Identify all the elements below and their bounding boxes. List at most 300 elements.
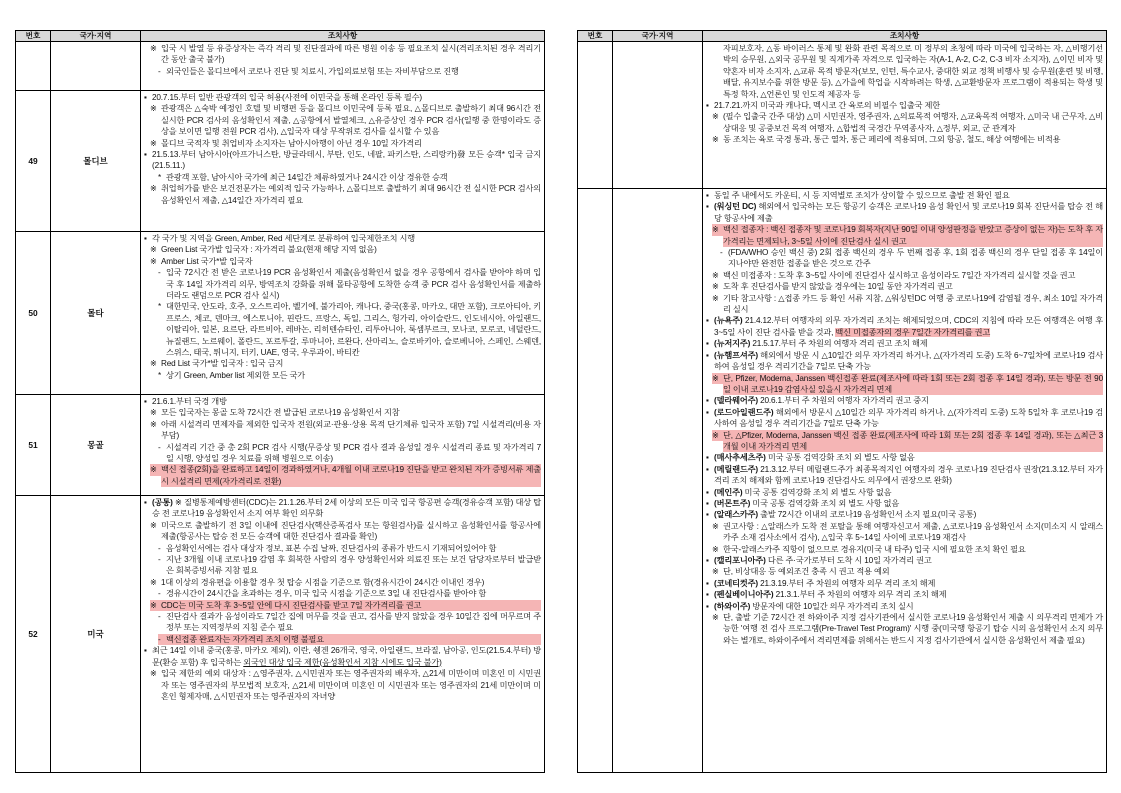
measure-text-segment: (뉴욕주) [714,316,743,326]
measure-text-segment: 경유시간이 24시간을 초과하는 경우, 미국 입국 시점을 기준으로 3일 내 진단검사를 받아야 함 [166,589,487,599]
measure-item [144,92,541,103]
measure-item [144,358,541,369]
measure-text [161,358,541,369]
right-measures-table [577,30,1107,773]
measure-text-segment: 미국 공통 검역강화 조치 외 별도 사항 없음 [750,498,900,508]
table-header [16,31,544,42]
measure-text [161,419,541,442]
measure-item [706,315,1103,338]
bullet-mark: * [158,302,162,312]
country-region-name: 미국 [87,629,104,639]
header-region: 국가·지역 [613,31,703,41]
bullet-mark: ※ [712,430,723,441]
table-header [578,31,1106,42]
bullet-mark: ※ [712,567,719,577]
header-measures: 조치사항 [327,31,358,40]
measure-text [161,183,541,206]
measure-text-segment: (펜실베이니아주) [714,590,774,600]
bullet-mark: ※ [150,104,157,114]
country-region-cell [51,42,141,90]
bullet-mark: ※ [150,245,157,255]
measure-text [714,201,1103,224]
measure-text [152,92,541,103]
measure-text [166,172,541,183]
measure-item [706,43,1103,100]
country-region-name: 몽골 [87,440,104,450]
bullet-mark: - [720,248,723,258]
measure-item [706,407,1103,430]
measure-text-segment: 단, 출발 기준 72시간 전 하와이주 지정 검사기관에서 실시한 코로나19 음성확인서 제출 시 의무격리 면제가 가능한 '여행 전 검사 프로그램(Pre-Travel Test Program)' 시행 중(미국행 항공기 탑승 시의 음성확인서 소지 의무와는 별개로, 하와이주에서 격리면제를 위해서는 반드시 지정 검사기관에서 실시한 음성확인서 제출 필요) [723,613,1103,645]
measure-text-segment: 아래 시설격리 면제자를 제외한 입국자 전원(외교·관용·상용 목적 단기체류 입국자 포함) 7일 시설격리(비용 자부담) [161,419,541,441]
country-region-name: 몰타 [87,308,104,318]
header-measures: 조치사항 [889,31,920,40]
table-body [578,42,1106,772]
measure-item [706,601,1103,612]
measure-text [714,487,1103,498]
bullet-mark: - [158,634,166,645]
measure-item [706,350,1103,373]
bullet-mark: ※ [712,293,719,303]
measure-text [161,138,541,149]
measure-item [144,464,541,487]
measure-text [152,497,541,520]
measure-text-segment: 외국인들은 몰디브에서 코로나 진단 및 치료시, 가입의료보험 또는 자비부담으로 진행 [166,66,459,76]
country-region-cell [51,496,141,772]
measure-text-segment: 대한민국, 안도라, 호주, 오스트리아, 벨기에, 불가리아, 캐나다, 중국(홍콩, 마카오, 대만 포함), 크로아티아, 키프로스, 체코, 덴마크, 에스토니아, 핀란드, 프랑스, 독일, 그리스, 헝가리, 아이슬란드, 인도네시아, 아일랜드, 이탈리아, 일본, 요르단, 라트비아, 레바논, 리히텐슈타인, 리투아니아, 룩셈부르크, 모나코, 모로코, 네덜란드, 뉴질랜드, 노르웨이, 폴란드, 포르투갈, 루마니아, 르완다, 산마리노, 슬로바키아, 슬로베니아, 스페인, 스웨덴, 스위스, 태국, 튀니지, 터키, UAE, 영국, 우루과이, 바티칸 [166,302,541,358]
measure-text-segment: 기타 참고사항 : △접종 카드 등 확인 서류 지참, △워싱턴DC 여행 중 코로나19에 감염될 경우, 최소 10일 자가격리 실시 [723,293,1103,315]
measure-item [706,100,1103,111]
measure-text-segment: 동일 주 내에서도 카운티, 시 등 지역별로 조치가 상이할 수 있으므로 출발 전 확인 필요 [714,191,1010,200]
measure-item [144,172,541,183]
bullet-mark: ▪ [706,202,709,212]
bullet-mark: - [158,66,161,76]
measure-item [144,419,541,442]
measure-text-segment: (델라웨어주) [714,396,758,406]
header-number: 번호 [578,31,613,41]
measure-item [706,612,1103,646]
measure-text-segment: 20.7.15.부터 일반 관광객의 입국 허용(사전에 이민국을 통해 온라인 등록 필수) [152,93,422,102]
measure-item [144,66,541,77]
measure-item [706,247,1103,270]
measure-item [144,645,541,668]
bullet-mark: ▪ [706,578,709,588]
bullet-mark: ※ [150,577,157,587]
measure-item [706,589,1103,600]
measure-text [166,634,541,645]
bullet-mark: ▪ [706,350,709,360]
measure-text [166,442,541,465]
measure-text [723,134,1103,145]
measure-text-segment: 백신접종 완료자는 자가격리 조치 이행 불필요 [166,634,325,644]
country-region-cell [51,395,141,495]
measure-text [714,338,1103,349]
measure-text [723,281,1103,292]
measure-text-segment: 미국으로 출발하기 전 3일 이내에 진단검사(핵산증폭검사 또는 항원검사)를 실시하고 음성확인서를 항공사에 제출(항공사는 탑승 전 모든 승객에 대한 진단검사 결과를 확인) [161,520,541,542]
row-number: 50 [28,308,38,318]
measure-text [166,554,541,577]
measure-text [723,293,1103,316]
measure-text-segment: 해외에서 입국하는 모든 항공기 승객은 코로나19 음성 확인서 및 코로나19 회복 진단서를 탑승 전 해당 항공사에 제출 [714,202,1103,223]
measure-text-segment: 단, △Pfizer, Moderna, Janssen 백신 접종 완료(제조사에 따라 1회 또는 2회 접종 후 14일 경과), 또는 △최근 3개월 이내 자가격리 면제 [723,430,1103,451]
table-row [16,232,544,395]
measure-text [152,233,541,244]
measure-text [714,452,1103,463]
measure-text-segment: 21.5.17.부터 주 차원의 여행자 격리 권고 조치 해제 [750,339,928,349]
bullet-mark: - [158,442,161,452]
bullet-mark: ▪ [144,150,147,160]
measure-text [714,464,1103,487]
bullet-mark: ▪ [706,407,709,417]
measure-item [144,244,541,255]
bullet-mark: ※ [150,408,157,418]
measure-item [706,201,1103,224]
measure-item [706,395,1103,406]
bullet-mark: ▪ [706,191,709,200]
bullet-mark: ▪ [706,487,709,497]
measure-text-segment: (필수 입출국 간주 대상) △미 시민권자, 영주권자, △의료목적 여행자, △교육목적 여행자, △미국 내 근무자, △비상대응 및 공중보건 목적 여행자, △합법적 국경간 무역종사자, △정부, 외교, 군 관계자 [723,112,1103,133]
measure-text [714,315,1103,338]
measure-text [723,430,1103,453]
measure-text [723,566,1103,577]
measure-item [144,103,541,137]
measure-text-segment: Amber List 국가*발 입국자 [161,256,253,266]
bullet-mark: - [158,612,161,622]
measure-text [161,520,541,543]
measure-text [166,611,541,634]
measure-text [161,600,541,611]
bullet-mark: ▪ [144,498,147,507]
measure-item [144,267,541,301]
table-body [16,42,544,772]
measure-text-segment: 단, 비상대응 등 예외조건 충족 시 권고 적용 예외 [723,567,890,577]
measure-item [706,111,1103,134]
row-number-cell [578,42,613,188]
bullet-mark: - [158,268,161,278]
row-number-cell [16,232,51,394]
measures-cell [703,189,1106,772]
measure-text-segment: 해외에서 방문시 △10일간 의무 자가격리 하거나, △(자가격리 도중) 도착 5일차 후 코로나19 검사하여 음성일 경우 격리기간을 7일로 단축 가능 [714,407,1103,429]
measure-item [144,183,541,206]
measure-text [723,544,1103,555]
measure-text-segment: 진단검사 결과가 음성이라도 7일간 집에 머무를 것을 권고, 검사를 받지 않았을 경우 10일간 집에 머무르며 주정부 또는 지역정부의 지침 준수 필요 [166,612,541,633]
header-number: 번호 [16,31,51,41]
measure-text-segment: 입국 72시간 전 받은 코로나19 PCR 음성확인서 제출(음성확인서 없을 경우 공항에서 검사를 받아야 하며 입국 후 14일 자가격리 의무, 방역조치 강화를 위해 몰타공항에 도착한 승객 중 PCR 검사 음성확인서를 제출하더라도 랜덤으로 PCR 검사 실시) [166,268,541,301]
measure-item [144,600,541,611]
measure-text [723,373,1103,396]
row-number: 49 [28,156,38,166]
measure-item [706,190,1103,201]
measure-text-segment: 백신 미접종자 : 도착 후 3~5일 사이에 진단검사 실시하고 음성이라도 7일간 자가격리 실시할 것을 권고 [723,270,1076,280]
header-region: 국가·지역 [51,31,141,41]
bullet-mark: ※ [150,669,157,679]
bullet-mark: ▪ [706,101,709,111]
bullet-mark: ▪ [144,93,147,102]
measure-text-segment: (공통) [152,498,173,507]
row-number-cell [16,42,51,90]
table-row [16,395,544,496]
measure-text [714,100,1103,111]
measure-item [706,281,1103,292]
measure-text [723,111,1103,134]
bullet-mark: ※ [150,520,157,530]
measure-item [144,396,541,407]
row-number-cell [16,496,51,772]
measure-text-segment: 1대 이상의 경유편을 이용할 경우 첫 탑승 시점을 기준으로 함(경유시간이 24시간 이내인 경우) [161,577,485,587]
bullet-mark: ※ [712,544,719,554]
measure-text-segment: 단, Pfizer, Moderna, Janssen 백신접종 완료(제조사에 따라 1회 또는 2회 접종 후 14일 경과), 또는 방문 전 90일 이내 코로나19 감염사실 있을시 자가격리 면제 [723,373,1103,394]
measure-text [714,350,1103,373]
row-number: 51 [28,440,38,450]
measure-text-segment: 도착 후 진단검사를 받지 않았을 경우에는 10일 동안 자가격리 권고 [723,282,953,292]
measure-item [706,578,1103,589]
measure-item [144,442,541,465]
measure-item [706,487,1103,498]
measure-text-segment: 다른 주·국가로부터 도착 시 10일 자가격리 권고 [765,556,932,565]
measure-text-segment: 입국 시 발열 등 유증상자는 즉각 격리 및 진단결과에 따른 병원 이송 등 필요조치 실시(격리조치된 경우 격리기간 동안 출국 불가) [161,44,541,65]
measure-text-segment: Red List 국가*발 입국자 : 입국 금지 [161,359,284,369]
measure-text-segment: 20.6.1.부터 주 차원의 여행자 자가격리 권고 중지 [757,396,929,406]
bullet-mark: - [158,555,161,565]
measure-text-segment: 21.4.12.부터 여행자의 의무 자가격리 조치는 해제되었으며, CDC의 지침에 따라 모든 여행객은 여행 후 3~5일 사이 진단 검사를 받을 것과, [714,316,1103,337]
bullet-mark: ※ [712,521,719,531]
bullet-mark: - [158,589,161,599]
bullet-mark: ▪ [706,464,709,474]
measure-text-segment: 권고사항 : △알래스카 도착 전 포탈을 통해 여행자신고서 제출, △코로나19 음성확인서 소지(미소지 시 알래스카주 소재 검사소에서 검사), △입국 후 5~14일 사이에 코로나19 재검사 [723,521,1103,543]
measure-item [706,521,1103,544]
measure-text [152,149,541,172]
bullet-mark: ▪ [706,453,709,463]
measure-text-segment: 방문자에 대한 10일간 의무 자가격리 조치 실시 [750,601,914,611]
bullet-mark: ▪ [706,590,709,600]
measure-item [144,138,541,149]
measure-item [144,370,541,381]
measure-text [723,224,1103,247]
measure-text [714,190,1103,201]
measure-text-segment: (뉴햄프셔주) [714,350,758,360]
bullet-mark: ※ [150,184,157,194]
measure-text [723,612,1103,646]
measure-item [144,301,541,358]
bullet-mark: - [158,543,161,553]
measure-text-segment: (알래스카주) [714,510,758,520]
measure-text [714,578,1103,589]
bullet-mark: ※ [712,373,723,384]
bullet-mark: ※ [712,270,719,280]
measure-text [161,43,541,66]
measure-text-segment: 관광객 포함, 남아시아 국가에 최근 14일간 체류하였거나 24시간 이상 경유한 승객 [166,172,448,182]
bullet-mark: ▪ [706,316,709,326]
measure-item [144,497,541,520]
measure-item [144,668,541,702]
table-row [16,42,544,91]
measure-item [706,555,1103,566]
measure-text [161,103,541,137]
measure-text [152,645,541,668]
measure-text-segment: 자피보호자, △동 바이러스 통제 및 완화 관련 목적으로 미 정부의 초청에 따라 미국에 입국하는 자, △비행기선박의 승무원, △외국 공무원 및 직계가족 자격으로 입국하는 자(A-1, A-2, C-2, C-3 비자 소지자), △이민 비자 및 약혼자 비자 소지자, △교류 목적 방문자(보모, 인턴, 특수교사, 중대한 외교 정책 비행사 및 승무원(훈련 및 비행, 배달, 유지보수를 위한 방문 등), △가을에 학업을 시작하려는 학생, △교환방문자 프로그램이 적용되는 학생 및 특정 학자, △언론인 및 인도적 제공자 등 [723,44,1103,99]
measure-text-segment: 백신 미접종자의 경우 7일간 자가격리를 권고 [835,327,991,337]
measure-item [706,566,1103,577]
measure-text-segment: 21.6.1.부터 국경 개방 [152,397,227,406]
bullet-mark: ※ [150,138,157,148]
measure-text-segment: 상기 Green, Amber list 제외한 모든 국가 [166,370,306,380]
table-row [16,496,544,772]
country-region-name: 몰디브 [83,156,108,166]
measure-text [166,370,541,381]
measure-text-segment: 최근 14일 이내 중국(홍콩, 마카오 제외), 이란, 쉥겐 26개국, 영국, 아일랜드, 브라질, 남아공, 인도(21.5.4.부터) 방문(환승 포함) 후 입국하는 [152,646,541,667]
measure-text-segment: 한국-알래스카주 직항이 없으므로 경유지(미국 내 타주) 입국 시에 필요한 조치 확인 필요 [723,544,1026,554]
measure-item [706,544,1103,555]
measure-text-segment: (워싱턴 DC) [714,202,757,212]
measure-item [706,134,1103,145]
bullet-mark: ※ [712,613,719,623]
measure-text-segment: (뉴저지주) [714,339,751,349]
measure-item [144,588,541,599]
bullet-mark: ※ [150,256,157,266]
bullet-mark: ※ [712,112,719,122]
measure-text-segment: CDC는 미국 도착 후 3~5일 안에 다시 진단검사를 받고 7일 자가격리를 권고 [161,600,422,610]
measure-item [144,149,541,172]
measure-text-segment: 백신 접종(2회)을 완료하고 14일이 경과하였거나, 4개월 이내 코로나19 진단을 받고 완치된 자가 증빙서류 제출 시 시설격리 면제(자가격리로 전환) [161,465,541,486]
measure-text [161,244,541,255]
measure-text [714,589,1103,600]
measure-item [144,554,541,577]
bullet-mark: ※ [712,135,719,145]
table-row [578,189,1106,772]
measure-text-segment: 해외에서 방문 시 △10일간 의무 자가격리 하거나, △(자가격리 도중) 도착 6~7일차에 코로나19 검사하여 음성일 경우 격리기간을 7일로 단축 가능 [714,350,1103,372]
bullet-mark: ※ [150,359,157,369]
measure-item [144,611,541,634]
bullet-mark: ▪ [706,510,709,520]
bullet-mark: ※ [150,600,161,611]
measure-text-segment: 취업허가를 받은 보건전문가는 예외적 입국 가능하나, △몰디브로 출발하기 최대 96시간 전 실시한 PCR 검사의 음성확인서 제출, △14일간 자가격리 필요 [161,184,541,205]
measures-cell [141,42,544,90]
measure-text-segment: (로드아일랜드주) [714,407,774,417]
measure-text-segment: 시설격리 기간 중 총 2회 PCR 검사 시행(무증상 및 PCR 검사 결과 음성일 경우 시설격리 종료 및 자가격리 7일 시행, 양성일 경우 치료를 위해 병원으로 이송) [166,442,541,464]
measure-text [161,407,541,418]
measure-text [728,247,1103,270]
measure-item [144,43,541,66]
measure-text-segment: 관광객은 △숙박 예정인 호텔 및 비행편 등을 몰디브 이민국에 등록 필요, △몰디브로 출발하기 최대 96시간 전 실시한 PCR 검사의 음성확인서 제출, △공항에서 발열체크, △유증상인 경우 PCR 검사(일행 중 한명이라도 증상을 보이면 일행 전원 PCR 검사), △입국자 대상 무작위로 검사를 실시할 수 있음 [161,104,541,137]
measures-cell [141,91,544,231]
measure-text-segment: 몰디브 국적자 및 취업비자 소지자는 남아시아행이 아닌 경우 10일 자가격리 [161,138,422,148]
measure-text-segment: 21.3.1.부터 주 차원의 여행자 의무 격리 조치 해제 [773,590,947,600]
measure-item [706,224,1103,247]
row-number-cell [578,189,613,772]
measure-text [723,521,1103,544]
measure-text [161,577,541,588]
bullet-mark: ▪ [706,498,709,508]
measure-text-segment: 지난 3개월 이내 코로나19 감염 후 회복한 사람의 경우 양성확인서와 의료진 또는 보건 담당자로부터 발급받은 회복증빙서류 지참 필요 [166,555,541,576]
row-number: 52 [28,629,38,639]
measure-item [706,498,1103,509]
measure-text [166,66,541,77]
measure-text [723,270,1103,281]
measure-text-segment: ※ 질병통제예방센터(CDC)는 21.1.26.부터 2세 이상의 모든 미국 입국 항공편 승객(경유승객 포함) 대상 탑승 전 코로나19 음성확인서 소지 여부 확인 의무화 [152,498,541,519]
bullet-mark: ▪ [144,234,147,243]
bullet-mark: ▪ [706,601,709,611]
measure-text-segment: 미국 공통 검역강화 조치 외 별도 사항 없음 [742,487,892,497]
bullet-mark: ▪ [706,396,709,406]
bullet-mark: ※ [150,464,161,475]
measure-item [144,520,541,543]
measure-text-segment: 모든 입국자는 몽골 도착 72시간 전 발급된 코로나19 음성확인서 지참 [161,408,400,418]
measure-text [166,267,541,301]
measure-text [714,601,1103,612]
measure-text [723,43,1103,100]
measure-item [144,543,541,554]
measure-text-segment: 백신 접종자 : 백신 접종자 및 코로나19 회복자(지난 90일 이내 양성판정을 받았고 증상이 없는 자)는 도착 후 자가격리는 면제되나, 3~5일 사이에 진단검사 실시 권고 [723,225,1103,246]
measure-text [714,498,1103,509]
bullet-mark: ※ [712,282,719,292]
country-region-cell [51,232,141,394]
measure-text-segment: 21.5.13.부터 남아시아(아프가니스탄, 방글라데시, 부탄, 인도, 네팔, 파키스탄, 스리랑카)發 모든 승객* 입국 금지(21.5.11.) [152,150,541,171]
measure-text-segment: (캘리포니아주) [714,556,766,565]
measure-text-segment: 외국인 대상 입국 제한(음성확인서 지참 시에도 입국 불가) [243,657,442,667]
measures-cell [141,496,544,772]
measure-text-segment: (버몬트주) [714,498,751,508]
country-region-cell [613,42,703,188]
country-region-cell [51,91,141,231]
measure-text-segment: 각 국가 및 지역을 Green, Amber, Red 세단계로 분류하여 입국제한조치 시행 [152,234,415,243]
measure-text-segment: 21.3.12.부터 메릴랜드주가 최종목적지인 여행자의 경우 코로나19 진단검사 권장(21.3.12.부터 자가격리 조치 해제와 함께 코로나19 진단검사도 의무에서 권장으로 완화) [714,464,1103,486]
measure-text [152,396,541,407]
measure-text [166,588,541,599]
measure-item [144,577,541,588]
measure-text-segment: 21.7.21.까지 미국과 캐나다, 멕시코 간 육로의 비필수 입출국 제한 [714,101,940,111]
measure-text-segment: (코네티컷주) [714,578,758,588]
measure-item [144,634,541,645]
measure-text-segment: (매사추세츠주) [714,453,766,463]
country-region-cell [613,189,703,772]
measure-item [706,509,1103,520]
table-row [578,42,1106,189]
measure-text [161,464,541,487]
measure-text [714,407,1103,430]
measure-text-segment: 동 조치는 육로 국경 통과, 통근 열차, 통근 페리에 적용되며, 그외 항공, 철도, 해상 여행에는 비적용 [723,135,1061,145]
measure-text-segment: 출발 72시간 이내의 코로나19 음성확인서 소지 필요(미국 공통) [757,510,977,520]
table-row [16,91,544,232]
measure-text-segment: 21.3.19.부터 주 차원의 여행자 의무 격리 조치 해제 [757,578,936,588]
measures-cell [141,232,544,394]
bullet-mark: ※ [150,44,157,53]
measure-text-segment: 음성확인서에는 검사 대상자 정보, 표본 수집 날짜, 진단검사의 종류가 반드시 기재되어있어야 함 [166,543,497,553]
measure-item [706,373,1103,396]
measure-text [166,301,541,358]
bullet-mark: ※ [712,224,723,235]
measure-item [706,338,1103,349]
bullet-mark: * [158,172,162,182]
measure-text [166,543,541,554]
measure-item [706,452,1103,463]
bullet-mark: ▪ [144,397,147,406]
bullet-mark: ※ [150,419,157,429]
measure-text [161,256,541,267]
bullet-mark: * [158,370,162,380]
measure-item [706,464,1103,487]
measure-text [714,395,1103,406]
measure-item [144,256,541,267]
measure-item [706,293,1103,316]
measure-text-segment: (하와이주) [714,601,751,611]
measure-item [706,270,1103,281]
row-number-cell [16,91,51,231]
bullet-mark: ▪ [706,339,709,349]
measures-cell [141,395,544,495]
measure-text [161,668,541,702]
measure-item [706,430,1103,453]
bullet-mark: ▪ [706,556,709,565]
measure-text-segment: (FDA/WHO 승인 백신 중) 2회 접종 백신의 경우 두 번째 접종 후, 1회 접종 백신의 경우 단일 접종 후 14일이 지나야만 완전한 접종을 받은 것으로 간주 [728,248,1103,269]
